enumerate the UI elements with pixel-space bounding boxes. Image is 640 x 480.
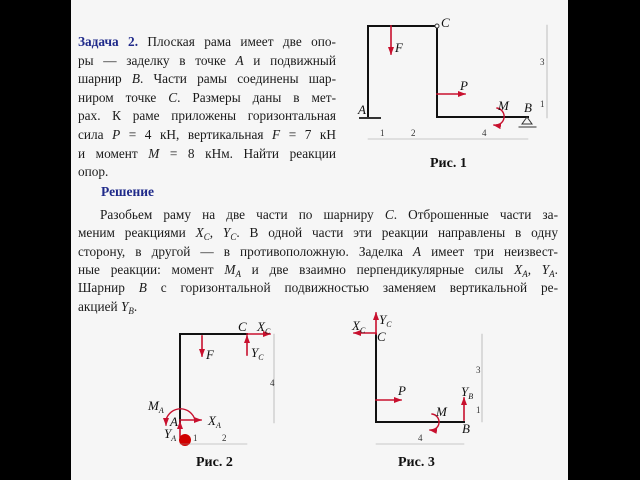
label-yc: $Y_C$ xyxy=(251,345,264,362)
label-c: C xyxy=(377,329,386,344)
text-segment: и две взаимно перпендикулярные силы xyxy=(240,261,515,277)
text-segment: Y xyxy=(120,298,129,314)
text-segment: A xyxy=(549,268,555,279)
dim-1: 1 xyxy=(380,128,385,138)
text-segment: M xyxy=(148,145,160,161)
text-segment: , xyxy=(527,261,542,277)
text-segment: акцией xyxy=(78,298,121,314)
dim-2: 2 xyxy=(411,128,416,138)
dim-4: 4 xyxy=(418,433,423,443)
text-segment: M xyxy=(224,261,236,277)
text-segment: Разобьем раму на две части по шарниру xyxy=(100,207,385,222)
text-segment: ные реакции: момент xyxy=(78,261,225,277)
caption-fig-3: Рис. 3 xyxy=(398,455,435,470)
text-segment: P xyxy=(112,127,121,142)
dim-1: 1 xyxy=(193,433,198,443)
text-segment: и подвижный xyxy=(243,52,336,68)
solution-heading: Решение xyxy=(101,184,154,199)
label-c: C xyxy=(238,319,247,334)
label-p: P⃗ xyxy=(460,78,479,93)
text-segment: B xyxy=(131,71,140,87)
dim-2: 2 xyxy=(222,433,227,443)
text-segment: меним реакциями xyxy=(78,225,196,241)
text-segment: ры — заделку в точке xyxy=(78,52,236,68)
dim-4: 4 xyxy=(270,378,275,388)
text-segment: . В одной части эти реакции направлены в одну xyxy=(236,225,558,241)
text-segment: опор. xyxy=(78,164,109,180)
text-segment: X xyxy=(195,225,204,241)
dim-1: 1 xyxy=(476,405,481,415)
text-segment: сила xyxy=(78,127,113,142)
text-segment: Задача 2. xyxy=(78,34,139,49)
text-segment: C xyxy=(230,232,237,243)
roller-support-b xyxy=(519,117,536,127)
text-segment: = 8 кНм. Найти реакции xyxy=(159,145,336,161)
label-b: B xyxy=(462,421,470,436)
label-xc: $X_C$ xyxy=(257,319,271,336)
dim-3: 3 xyxy=(476,365,481,375)
text-segment: C xyxy=(384,207,394,222)
label-xa: $X_A$ xyxy=(208,413,221,430)
text-segment: Y xyxy=(541,261,550,277)
text-segment: B xyxy=(138,280,147,296)
text-segment: . Части рамы соединены шар- xyxy=(140,71,336,87)
text-segment: . Отброшенные части за- xyxy=(393,207,559,222)
text-segment: имеет три неизвест- xyxy=(421,243,558,259)
text-segment: C xyxy=(168,89,178,105)
dim-4: 4 xyxy=(482,128,487,138)
text-segment: шарнир xyxy=(78,71,132,87)
text-segment: . Размеры даны в мет- xyxy=(177,89,336,105)
text-segment: A xyxy=(235,268,241,279)
label-yc: $Y_C$ xyxy=(379,312,392,329)
text-segment: . xyxy=(133,298,138,314)
text-segment: , xyxy=(209,225,223,241)
label-a: A xyxy=(170,414,178,429)
text-segment: A xyxy=(412,243,422,259)
text-segment: C xyxy=(203,232,210,243)
text-segment: = 7 кН xyxy=(280,127,336,142)
text-segment: F xyxy=(272,127,281,142)
caption-fig-1: Рис. 1 xyxy=(430,156,467,171)
label-p: P⃗ xyxy=(398,383,417,398)
label-m: M xyxy=(498,98,509,113)
text-segment: рах. К раме приложены горизонтальная xyxy=(78,108,336,124)
text-segment: Плоская рама имеет две опо- xyxy=(138,34,336,49)
text-segment: A xyxy=(522,268,528,279)
text-segment: = 4 кН, вертикальная xyxy=(120,127,273,142)
text-segment: A xyxy=(235,52,244,68)
caption-fig-2: Рис. 2 xyxy=(196,455,233,470)
text-segment: Шарнир xyxy=(78,280,139,296)
label-f: F⃗ xyxy=(206,347,225,362)
text-segment: и момент xyxy=(78,145,149,161)
text-segment: с горизонтальной подвижностью заменяем вертикальной ре- xyxy=(146,280,558,296)
text-segment: сторону, в другой — в противоположную. Заделка xyxy=(78,243,413,259)
label-ma: $M_A$ xyxy=(148,398,164,415)
label-b: B xyxy=(524,100,532,115)
text-segment: B xyxy=(128,305,134,316)
figure-2 xyxy=(147,319,275,470)
label-a: A xyxy=(358,102,366,117)
dim-1-vertical: 1 xyxy=(540,99,545,109)
dim-3: 3 xyxy=(540,57,545,67)
label-ya: $Y_A$ xyxy=(164,426,177,443)
label-yb: $Y_B$ xyxy=(461,384,474,401)
text-segment: X xyxy=(514,261,523,277)
figure-1 xyxy=(357,15,547,171)
label-xc: $X_C$ xyxy=(352,318,366,335)
hinge-c xyxy=(435,24,439,28)
text-segment: ниром точке xyxy=(78,89,169,105)
frame xyxy=(376,334,464,422)
label-f: F⃗ xyxy=(395,40,414,55)
label-m: M xyxy=(436,404,447,419)
label-c: C xyxy=(441,15,450,30)
figure-3 xyxy=(351,312,482,470)
text-segment: Y xyxy=(222,225,231,241)
text-segment: . xyxy=(554,261,558,277)
